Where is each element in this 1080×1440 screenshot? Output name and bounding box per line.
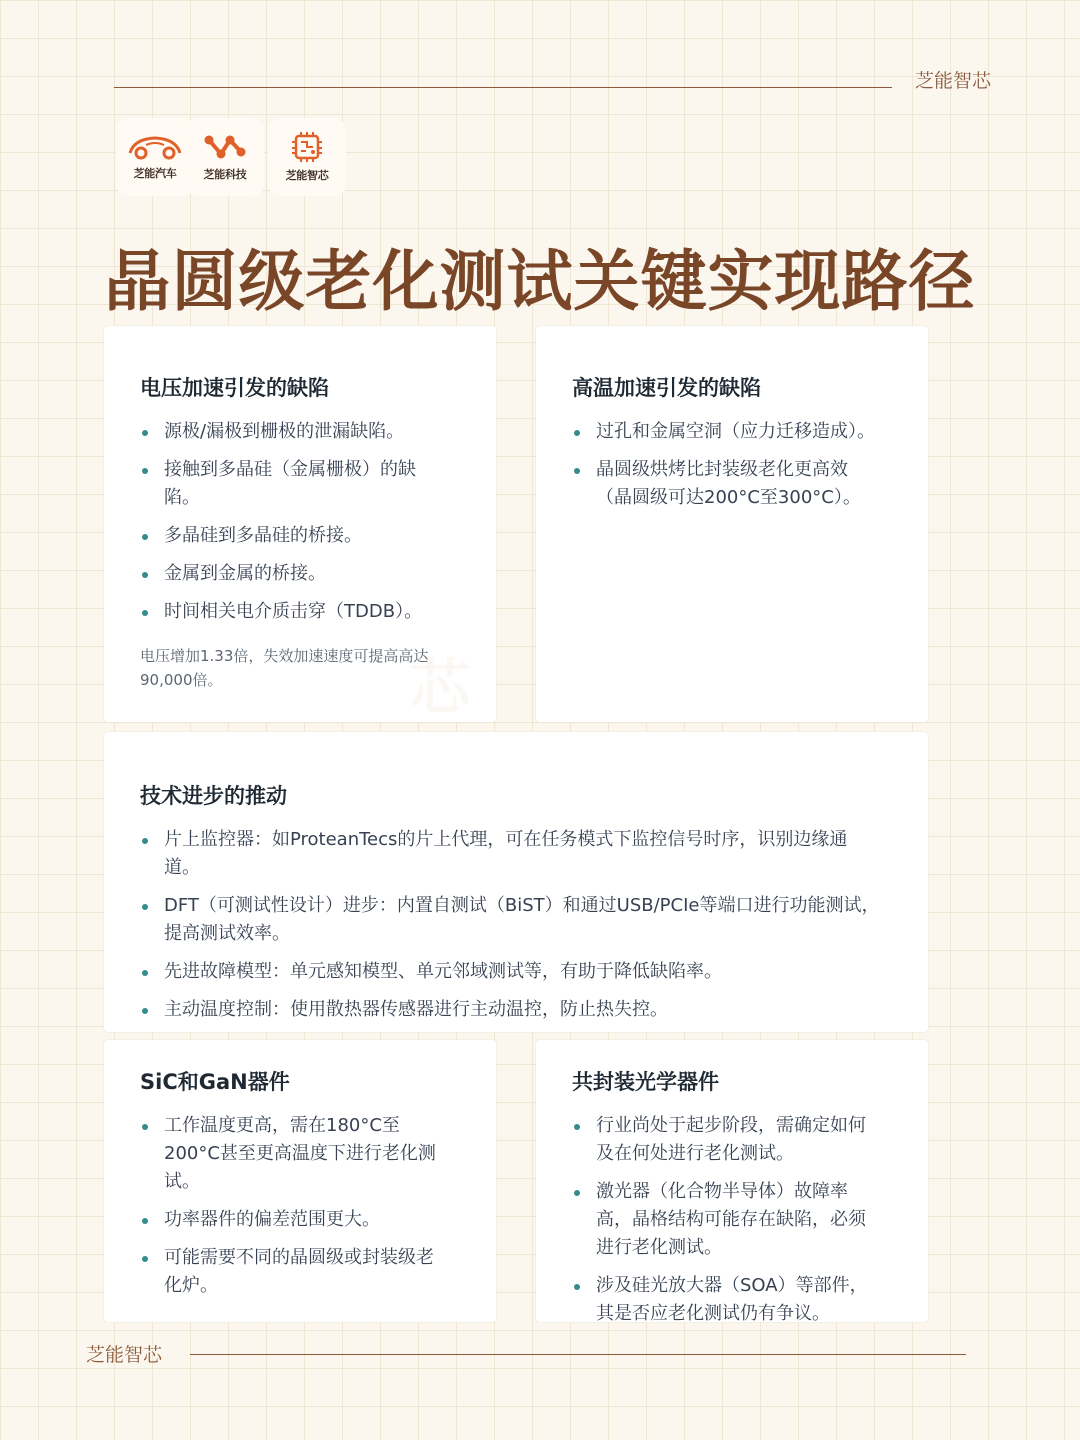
card-temperature-defects [536, 326, 928, 722]
bullet-list [572, 418, 878, 522]
card-heading: 共封装光学器件 [572, 1070, 719, 1094]
logo-label: 芝能科技 [203, 168, 247, 181]
list-item: 片上监控器：如ProteanTecs的片上代理，可在任务模式下监控信号时序，识别边缘通道。 [140, 826, 880, 882]
list-item: 过孔和金属空洞（应力迁移造成）。 [572, 418, 878, 446]
logo-badge-auto [116, 118, 194, 196]
list-item: 功率器件的偏差范围更大。 [140, 1206, 440, 1234]
bullet-list [140, 1112, 440, 1310]
card-heading: 技术进步的推动 [140, 784, 287, 808]
list-item: 多晶硅到多晶硅的桥接。 [140, 522, 440, 550]
list-item: 时间相关电介质击穿（TDDB）。 [140, 598, 440, 626]
card-heading: SiC和GaN器件 [140, 1070, 290, 1094]
bullet-list [140, 418, 440, 636]
list-item: 涉及硅光放大器（SOA）等部件，其是否应老化测试仍有争议。 [572, 1272, 878, 1328]
list-item: 晶圆级烘烤比封装级老化更高效（晶圆级可达200°C至300°C）。 [572, 456, 878, 512]
list-item: 工作温度更高，需在180°C至200°C甚至更高温度下进行老化测试。 [140, 1112, 440, 1196]
card-note: 电压增加1.33倍，失效加速速度可提高高达90,000倍。 [140, 647, 429, 689]
logo-label: 芝能汽车 [133, 167, 177, 180]
card-technology-progress [104, 732, 928, 1032]
list-item: 可能需要不同的晶圆级或封装级老化炉。 [140, 1244, 440, 1300]
logo-badge-chip [268, 118, 346, 196]
list-item: 行业尚处于起步阶段，需确定如何及在何处进行老化测试。 [572, 1112, 878, 1168]
page-title: 晶圆级老化测试关键实现路径 [104, 243, 976, 320]
header-brand: 芝能智芯 [915, 70, 992, 92]
watermark: 芯 [410, 653, 470, 723]
card-sic-gan-devices [104, 1040, 496, 1322]
car-logo-icon [126, 133, 184, 161]
footer-brand: 芝能智芯 [86, 1344, 163, 1366]
header-rule [114, 87, 892, 88]
card-co-packaged-optics [536, 1040, 928, 1322]
list-item: 接触到多晶硅（金属栅极）的缺陷。 [140, 456, 440, 512]
logo-badge-tech [186, 118, 264, 196]
list-item: 源极/漏极到栅极的泄漏缺陷。 [140, 418, 440, 446]
list-item: 激光器（化合物半导体）故障率高，晶格结构可能存在缺陷，必须进行老化测试。 [572, 1178, 878, 1262]
chip-logo-icon [290, 131, 324, 163]
logo-label: 芝能智芯 [285, 169, 329, 182]
card-heading: 电压加速引发的缺陷 [140, 376, 329, 400]
molecule-logo-icon [203, 132, 247, 162]
list-item: DFT（可测试性设计）进步：内置自测试（BiST）和通过USB/PCIe等端口进行功能测试，提高测试效率。 [140, 892, 880, 948]
list-item: 金属到金属的桥接。 [140, 560, 440, 588]
list-item: 先进故障模型：单元感知模型、单元邻域测试等，有助于降低缺陷率。 [140, 958, 880, 986]
bullet-list [572, 1112, 878, 1338]
list-item: 主动温度控制：使用散热器传感器进行主动温控，防止热失控。 [140, 996, 880, 1024]
footer-rule [190, 1354, 966, 1355]
bullet-list [140, 826, 880, 1034]
card-heading: 高温加速引发的缺陷 [572, 376, 761, 400]
